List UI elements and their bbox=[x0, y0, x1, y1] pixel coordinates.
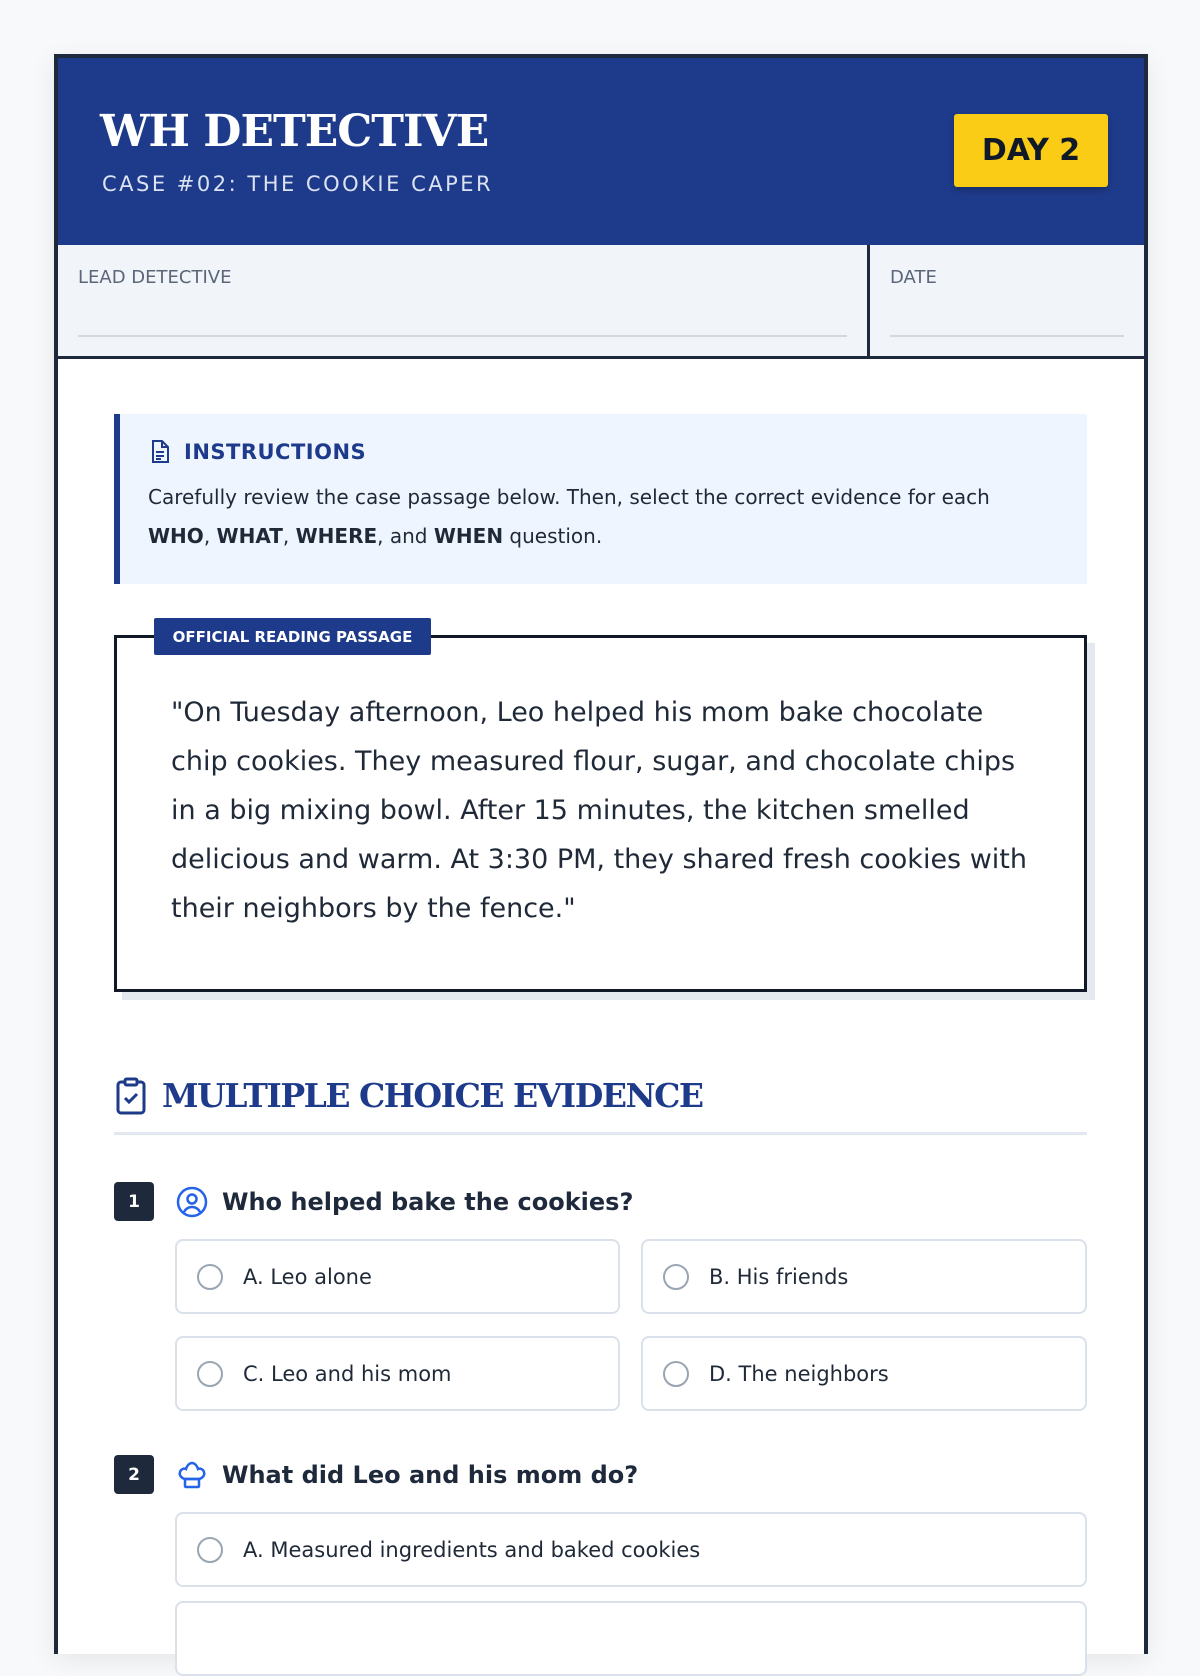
date-label: DATE bbox=[890, 267, 937, 288]
lead-detective-label: LEAD DETECTIVE bbox=[78, 267, 232, 288]
page-title: WH DETECTIVE bbox=[100, 106, 489, 157]
lead-detective-input-line[interactable] bbox=[78, 335, 847, 337]
question-number: 1 bbox=[114, 1182, 154, 1221]
section-heading bbox=[116, 1076, 703, 1115]
radio-button[interactable] bbox=[197, 1537, 223, 1563]
option-1c[interactable] bbox=[175, 1336, 620, 1411]
option-1b[interactable] bbox=[641, 1239, 1087, 1314]
reading-passage bbox=[114, 635, 1087, 992]
option-2b[interactable] bbox=[175, 1601, 1087, 1676]
lead-detective-field[interactable] bbox=[58, 245, 870, 356]
info-row bbox=[58, 245, 1144, 359]
option-2a[interactable] bbox=[175, 1512, 1087, 1587]
user-circle-icon bbox=[176, 1186, 208, 1218]
radio-button[interactable] bbox=[197, 1361, 223, 1387]
option-label: B. His friends bbox=[709, 1264, 849, 1289]
worksheet-card bbox=[54, 54, 1148, 1654]
section-divider bbox=[114, 1132, 1087, 1135]
radio-button[interactable] bbox=[197, 1264, 223, 1290]
document-icon bbox=[150, 440, 170, 464]
chef-hat-icon bbox=[176, 1459, 208, 1491]
passage-text: "On Tuesday afternoon, Leo helped his mom bake chocolate chip cookies. They measured flour, sugar, and chocolate chips in a big mixing bowl. After 15 minutes, the kitchen smelled delicious and warm. At 3:30 PM, they shared fresh cookies with their neighbors by the fence." bbox=[171, 697, 1027, 924]
question-2 bbox=[114, 1455, 638, 1494]
radio-button[interactable] bbox=[663, 1361, 689, 1387]
question-text: Who helped bake the cookies? bbox=[222, 1187, 634, 1216]
date-input-line[interactable] bbox=[890, 335, 1124, 337]
option-1a[interactable] bbox=[175, 1239, 620, 1314]
instructions-title: INSTRUCTIONS bbox=[184, 440, 367, 464]
option-label: D. The neighbors bbox=[709, 1361, 889, 1386]
day-badge: DAY 2 bbox=[954, 114, 1108, 187]
option-label: A. Leo alone bbox=[243, 1264, 372, 1289]
question-number: 2 bbox=[114, 1455, 154, 1494]
option-1d[interactable] bbox=[641, 1336, 1087, 1411]
case-subtitle: CASE #02: THE COOKIE CAPER bbox=[102, 172, 494, 196]
instructions-box bbox=[114, 414, 1087, 584]
radio-button[interactable] bbox=[663, 1264, 689, 1290]
question-1 bbox=[114, 1182, 633, 1221]
date-field[interactable] bbox=[870, 245, 1144, 356]
section-title: MULTIPLE CHOICE EVIDENCE bbox=[162, 1076, 703, 1115]
passage-tag: OFFICIAL READING PASSAGE bbox=[154, 618, 431, 655]
option-label: A. Measured ingredients and baked cookies bbox=[243, 1537, 701, 1562]
option-label: C. Leo and his mom bbox=[243, 1361, 452, 1386]
clipboard-check-icon bbox=[116, 1077, 146, 1115]
instructions-text: Carefully review the case passage below. Then, select the correct evidence for each WHO, WHAT, WHERE, and WHEN question. bbox=[148, 485, 990, 548]
question-text: What did Leo and his mom do? bbox=[222, 1460, 639, 1489]
header bbox=[58, 58, 1144, 245]
